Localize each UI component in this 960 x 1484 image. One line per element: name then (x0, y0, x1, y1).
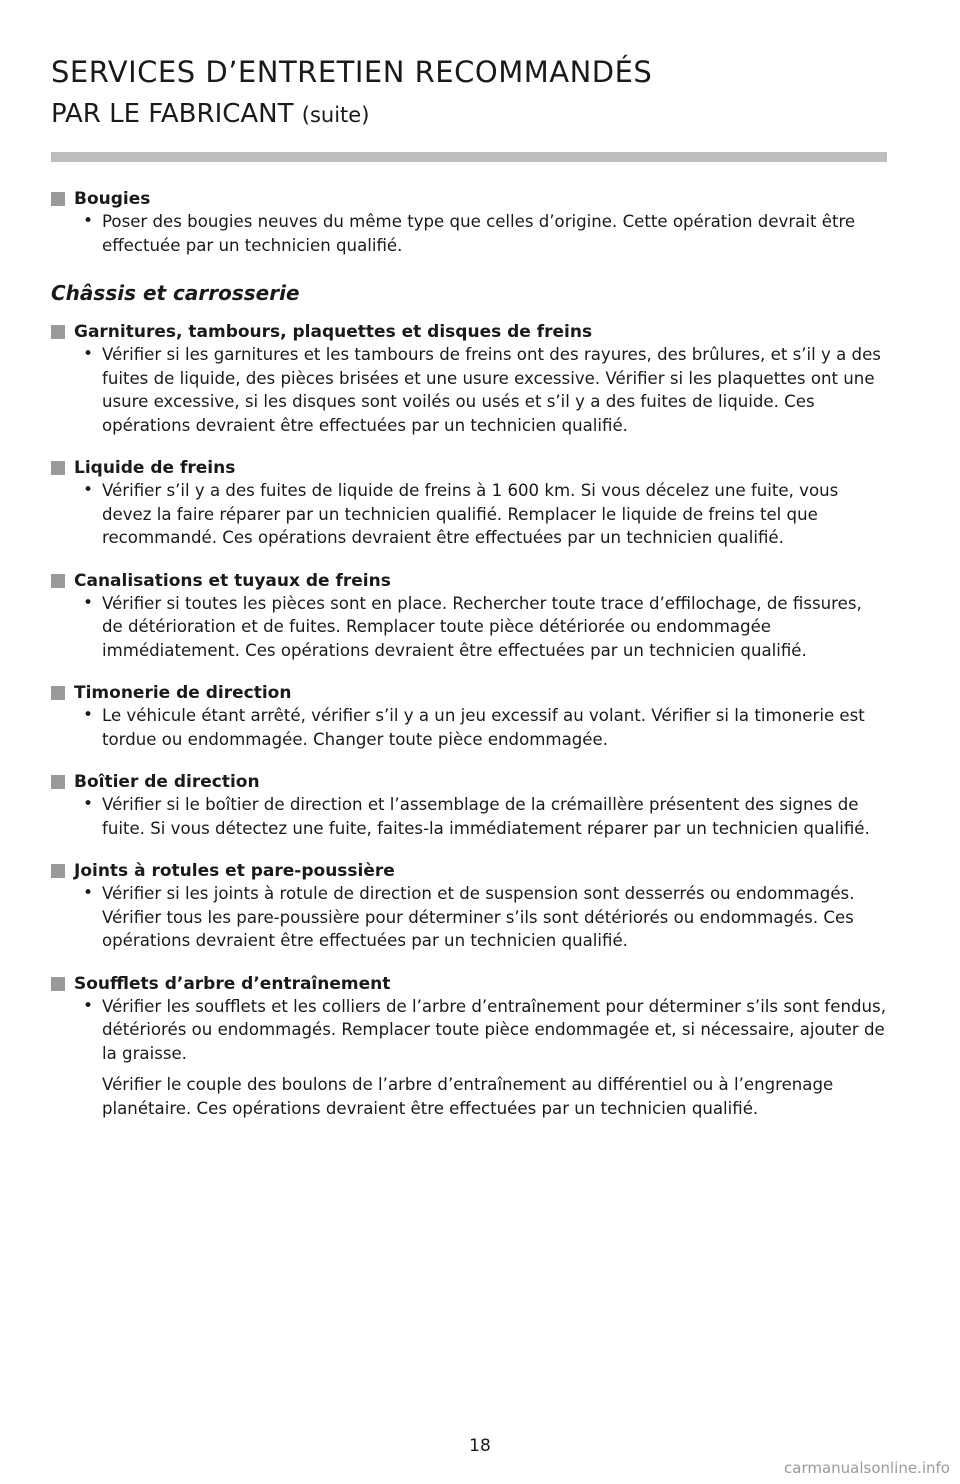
title-line-2 (51, 96, 652, 133)
bullet-dot-icon: • (82, 794, 94, 814)
bullet-dot-icon: • (82, 995, 94, 1016)
square-bullet-icon (51, 977, 65, 991)
title-rule (51, 152, 887, 162)
item-text: Vérifier les soufflets et les colliers de l’arbre d’entraînement pour déterminer s’ils sont fendus, détériorés ou endommagés. Remplacer toute pièce endommagée et, si nécessaire, ajouter de la graisse. (102, 996, 886, 1063)
page-number: 18 (469, 1436, 491, 1456)
item-text: Vérifier si toutes les pièces sont en place. Rechercher toute trace d’effilochage, de fissures, de détérioration et de fuites. Remplacer toute pièce détériorée ou endommagée immédiatement. Ces opérations devraient être effectuées par un technicien qualifié. (102, 593, 862, 660)
item-title: Soufflets d’arbre d’entraînement (74, 973, 391, 994)
title-line-1: SERVICES D’ENTRETIEN RECOMMANDÉS (51, 55, 653, 89)
watermark: carmanualsonline.info (784, 1459, 950, 1477)
item-title: Boîtier de direction (74, 772, 260, 792)
title-line-2-text: PAR LE FABRICANT (51, 99, 294, 129)
item-canalisations (51, 570, 887, 663)
item-joints (51, 860, 887, 953)
item-title: Canalisations et tuyaux de freins (74, 570, 391, 591)
bullet-dot-icon: • (82, 480, 94, 500)
square-bullet-icon (51, 325, 65, 339)
item-soufflets (51, 973, 887, 1121)
item-freins (51, 321, 887, 437)
section-heading: Châssis et carrosserie (51, 281, 300, 305)
item-title: Garnitures, tambours, plaquettes et disques de freins (74, 322, 593, 342)
bullet-dot-icon: • (82, 344, 94, 364)
square-bullet-icon (51, 864, 65, 878)
item-bougies (51, 188, 887, 257)
item-text: Vérifier si le boîtier de direction et l’assemblage de la crémaillère présentent des signes de fuite. Si vous détectez une fuite, faites-la immédiatement réparer par un technicien qualifié. (102, 795, 870, 838)
item-extra-text: Vérifier le couple des boulons de l’arbre d’entraînement au différentiel ou à l’engrenage planétaire. Ces opérations devraient être effectuées par un technicien qualifié. (102, 1075, 834, 1118)
bullet-dot-icon: • (82, 592, 94, 613)
square-bullet-icon (51, 461, 65, 475)
square-bullet-icon (51, 192, 65, 206)
item-title: Joints à rotules et pare-poussière (74, 861, 395, 881)
item-text: Vérifier s’il y a des fuites de liquide de freins à 1 600 km. Si vous décelez une fuite, vous devez la faire réparer par un technicien qualifié. Remplacer le liquide de freins tel que recommandé. Ces opérations devraient être effectuées par un technicien qualifié. (102, 481, 839, 547)
title-suffix: (suite) (301, 103, 370, 127)
page-title (51, 52, 652, 133)
item-text: Vérifier si les joints à rotule de direction et de suspension sont desserrés ou endommagés. Vérifier tous les pare-poussière pour déterminer s’ils sont détériorés ou endommagés. Ces opérations devraient être effectuées par un technicien qualifié. (102, 884, 855, 950)
square-bullet-icon (51, 574, 65, 588)
item-text: Poser des bougies neuves du même type que celles d’origine. Cette opération devrait être effectuée par un technicien qualifié. (102, 212, 856, 255)
bullet-dot-icon: • (82, 211, 94, 231)
bullet-dot-icon: • (82, 705, 94, 725)
item-text: Le véhicule étant arrêté, vérifier s’il y a un jeu excessif au volant. Vérifier si la timonerie est tordue ou endommagée. Changer toute pièce endommagée. (102, 706, 865, 749)
item-text: Vérifier si les garnitures et les tambours de freins ont des rayures, des brûlures, et s’il y a des fuites de liquide, des pièces brisées et une usure excessive. Vérifier si les plaquettes ont une usure excessive, si les disques sont voilés ou usés et s’il y a des fuites de liquide. Ces opérations devraient être effectuées par un technicien qualifié. (102, 345, 881, 435)
item-boitier (51, 771, 887, 840)
bullet-dot-icon: • (82, 883, 94, 903)
item-title: Bougies (74, 189, 151, 209)
square-bullet-icon (51, 775, 65, 789)
item-title: Timonerie de direction (74, 683, 292, 703)
item-title: Liquide de freins (74, 458, 236, 478)
square-bullet-icon (51, 686, 65, 700)
content (51, 188, 887, 1140)
item-timonerie (51, 682, 887, 751)
item-liquide-freins (51, 457, 887, 550)
